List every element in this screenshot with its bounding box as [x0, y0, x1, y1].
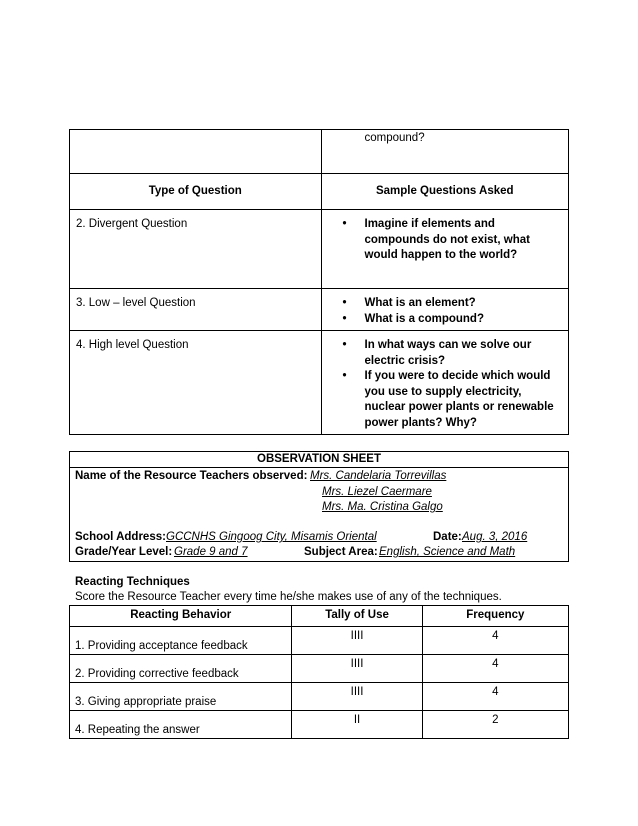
- table-cell: [70, 683, 292, 711]
- table-cell: [292, 655, 422, 683]
- grade-label: Grade/Year Level:: [75, 546, 173, 558]
- behavior-label: 3. Giving appropriate praise: [75, 696, 217, 708]
- frequency-value: 4: [492, 658, 499, 670]
- date-label: Date:: [433, 531, 462, 543]
- teachers-label: Name of the Resource Teachers observed:: [75, 470, 308, 482]
- column-header: Reacting Behavior: [70, 606, 292, 627]
- column-header-label: Sample Questions Asked: [375, 185, 514, 197]
- table-cell: [321, 210, 569, 289]
- section-heading: Reacting Techniques: [75, 576, 190, 588]
- question-type: 2. Divergent Question: [76, 218, 188, 230]
- behavior-label: 2. Providing corrective feedback: [75, 668, 239, 680]
- reacting-table: [69, 605, 569, 739]
- address-value: GCCNHS Gingoog City, Misamis Oriental: [166, 531, 377, 543]
- list-item: • Imagine if elements and compounds do not exist, what would happen to the world?: [365, 217, 563, 264]
- tally-value: IIII: [350, 630, 364, 642]
- table-cell: [292, 683, 422, 711]
- sample-list: [322, 289, 569, 327]
- observation-sheet: [69, 451, 569, 562]
- teacher-name: Mrs. Candelaria Torrevillas: [310, 470, 447, 482]
- tally-value: II: [353, 714, 361, 726]
- date-value: Aug. 3, 2016: [462, 531, 528, 543]
- teacher-name: Mrs. Liezel Caermare: [322, 486, 432, 498]
- observation-title: OBSERVATION SHEET: [70, 452, 568, 468]
- table-header-row: [70, 606, 569, 627]
- table-row: [70, 130, 569, 174]
- column-header: [321, 174, 569, 210]
- behavior-label: 1. Providing acceptance feedback: [75, 640, 248, 652]
- sample-list: [322, 331, 569, 431]
- table-cell: [321, 289, 569, 331]
- continued-text: compound?: [364, 132, 425, 144]
- address-label: School Address:: [75, 531, 166, 543]
- column-header-label: Type of Question: [148, 185, 242, 197]
- list-item: • If you were to decide which would you use to supply electricity, nuclear power plants or renewable power plants? Why?: [365, 369, 563, 431]
- teacher-name: Mrs. Ma. Cristina Galgo: [322, 501, 443, 513]
- column-header: [70, 174, 322, 210]
- section-instruction: Score the Resource Teacher every time he/she makes use of any of the techniques.: [75, 591, 502, 603]
- tally-value: IIII: [350, 658, 364, 670]
- behavior-label: 4. Repeating the answer: [75, 724, 200, 736]
- table-row: [70, 331, 569, 435]
- table-cell: [422, 627, 568, 655]
- frequency-value: 4: [492, 686, 499, 698]
- table-cell: [292, 627, 422, 655]
- column-header: Tally of Use: [292, 606, 422, 627]
- frequency-value: 4: [492, 630, 499, 642]
- table-row: [70, 655, 569, 683]
- tally-value: IIII: [350, 686, 364, 698]
- table-cell: [422, 683, 568, 711]
- table-cell: [70, 627, 292, 655]
- list-item: • What is a compound?: [365, 312, 563, 328]
- table-row: [70, 683, 569, 711]
- table-cell: [70, 289, 322, 331]
- question-types-table: [69, 129, 569, 435]
- question-type: 4. High level Question: [76, 339, 189, 351]
- table-cell: [292, 711, 422, 739]
- list-item: • In what ways can we solve our electric crisis?: [365, 338, 563, 369]
- table-cell: [70, 331, 322, 435]
- question-type: 3. Low – level Question: [76, 297, 196, 309]
- table-cell: [70, 210, 322, 289]
- sample-list: [322, 210, 569, 264]
- table-cell: [422, 655, 568, 683]
- column-header: Frequency: [422, 606, 568, 627]
- table-cell: [321, 331, 569, 435]
- table-row: [70, 289, 569, 331]
- table-cell: [70, 711, 292, 739]
- table-cell: [321, 130, 569, 174]
- list-item: • What is an element?: [365, 296, 563, 312]
- subject-label: Subject Area:: [304, 546, 378, 558]
- table-row: [70, 627, 569, 655]
- frequency-value: 2: [492, 714, 499, 726]
- table-header-row: [70, 174, 569, 210]
- subject-value: English, Science and Math: [379, 546, 516, 558]
- grade-value: Grade 9 and 7: [174, 546, 248, 558]
- table-row: [70, 210, 569, 289]
- table-cell: [70, 130, 322, 174]
- table-cell: [422, 711, 568, 739]
- table-cell: [70, 655, 292, 683]
- table-row: [70, 711, 569, 739]
